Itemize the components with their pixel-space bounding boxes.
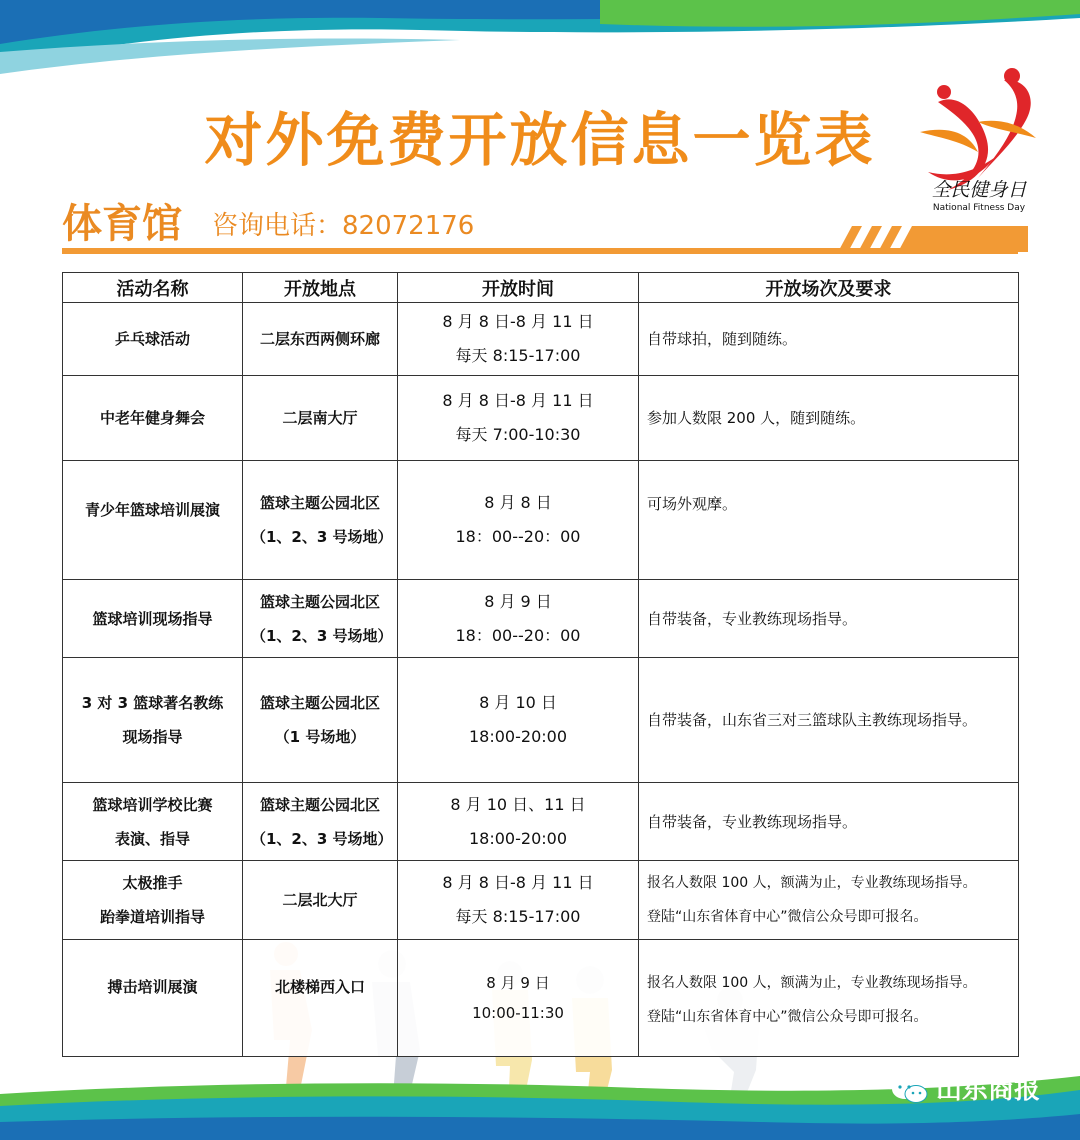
requirement: 自带装备，专业教练现场指导。 <box>647 609 858 628</box>
requirements-cell <box>639 580 1019 658</box>
header-requirements: 开放场次及要求 <box>639 273 1019 303</box>
hours: 18：00--20：00 <box>455 625 581 645</box>
requirement: 自带装备，山东省三对三篮球队主教练现场指导。 <box>647 711 978 729</box>
activity-name: 3 对 3 篮球著名教练 <box>81 694 224 712</box>
time-cell <box>398 580 639 658</box>
requirement-line2: 登陆“山东省体育中心”微信公众号即可报名。 <box>647 909 928 925</box>
requirements-cell <box>639 376 1019 461</box>
date: 8 月 8 日-8 月 11 日 <box>442 391 594 410</box>
table-row <box>63 783 1019 861</box>
activity-name-cell <box>63 461 243 580</box>
table-row <box>63 940 1019 1057</box>
activity-name-cell <box>63 376 243 461</box>
requirements-cell <box>639 461 1019 580</box>
consult-phone: 咨询电话：82072176 <box>212 211 475 241</box>
date: 8 月 8 日 <box>484 493 552 512</box>
requirement: 可场外观摩。 <box>647 495 738 513</box>
location: 篮球主题公园北区 <box>259 592 380 611</box>
time-cell <box>398 303 639 376</box>
location-cell <box>243 303 398 376</box>
time-cell <box>398 940 639 1057</box>
table-header-row <box>63 273 1019 303</box>
page-title: 对外免费开放信息一览表 <box>204 106 876 174</box>
header-activity: 活动名称 <box>63 273 243 303</box>
requirement: 自带球拍，随到随练。 <box>647 330 798 348</box>
location: 篮球主题公园北区 <box>259 694 380 712</box>
requirement: 报名人数限 100 人，额满为止，专业教练现场指导。 <box>647 875 977 891</box>
requirements-cell <box>639 658 1019 783</box>
requirements-cell <box>639 940 1019 1057</box>
table-row <box>63 376 1019 461</box>
location: 二层南大厅 <box>282 409 358 427</box>
activity-name-line2: 表演、指导 <box>114 829 190 848</box>
date: 8 月 9 日 <box>484 591 552 611</box>
activity-name-cell <box>63 783 243 861</box>
activity-name: 篮球培训现场指导 <box>92 609 213 628</box>
wechat-icon <box>890 1076 930 1106</box>
table-row <box>63 461 1019 580</box>
hours: 18:00-20:00 <box>469 727 567 746</box>
table-row <box>63 303 1019 376</box>
hours: 18：00--20：00 <box>455 527 581 546</box>
location-cell <box>243 461 398 580</box>
requirements-cell <box>639 783 1019 861</box>
requirement-line2: 登陆“山东省体育中心”微信公众号即可报名。 <box>647 1009 928 1025</box>
time-cell <box>398 376 639 461</box>
activity-name-line2: 跆拳道培训指导 <box>99 908 205 926</box>
location-detail: （1、2、3 号场地） <box>251 528 393 546</box>
time-cell <box>398 783 639 861</box>
location-detail: （1 号场地） <box>274 728 366 746</box>
header-time: 开放时间 <box>398 273 639 303</box>
location-detail: （1、2、3 号场地） <box>251 829 393 848</box>
location: 北楼梯西入口 <box>274 978 365 996</box>
requirements-cell <box>639 861 1019 940</box>
logo-subtitle: National Fitness Day <box>932 203 1026 213</box>
location: 二层北大厅 <box>282 891 358 909</box>
activity-name: 青少年篮球培训展演 <box>84 501 220 519</box>
requirement: 自带装备，专业教练现场指导。 <box>647 812 858 831</box>
location: 篮球主题公园北区 <box>259 494 380 512</box>
requirement: 参加人数限 200 人，随到随练。 <box>647 409 866 427</box>
date: 8 月 8 日-8 月 11 日 <box>442 312 594 331</box>
hours: 18:00-20:00 <box>469 828 567 848</box>
table-row <box>63 861 1019 940</box>
location-cell <box>243 861 398 940</box>
hours: 每天 8:15-17:00 <box>455 907 581 926</box>
location-cell <box>243 940 398 1057</box>
time-cell <box>398 461 639 580</box>
activity-name-cell <box>63 658 243 783</box>
activity-name: 乒乓球活动 <box>114 330 190 348</box>
hours: 10:00-11:30 <box>472 1004 564 1022</box>
header-location: 开放地点 <box>243 273 398 303</box>
time-cell <box>398 658 639 783</box>
date: 8 月 10 日 <box>479 693 557 712</box>
activity-name: 搏击培训展演 <box>107 978 198 996</box>
activity-name-cell <box>63 861 243 940</box>
stripes-decoration <box>838 226 1028 252</box>
activity-name: 中老年健身舞会 <box>99 409 205 427</box>
schedule-table <box>62 272 1019 1057</box>
location-cell <box>243 783 398 861</box>
requirement: 报名人数限 100 人，额满为止，专业教练现场指导。 <box>647 975 977 991</box>
table-row <box>63 580 1019 658</box>
source-label: 山东商报 <box>936 1075 1041 1105</box>
activity-name: 篮球培训学校比赛 <box>92 795 213 814</box>
logo-text: 全民健身日 <box>931 179 1027 201</box>
activity-name-cell <box>63 303 243 376</box>
date: 8 月 8 日-8 月 11 日 <box>442 873 594 892</box>
location-cell <box>243 376 398 461</box>
location-cell <box>243 580 398 658</box>
activity-name-cell <box>63 940 243 1057</box>
date: 8 月 10 日、11 日 <box>450 794 586 814</box>
hours: 每天 8:15-17:00 <box>455 346 581 365</box>
location: 二层东西两侧环廊 <box>259 330 380 348</box>
activity-name: 太极推手 <box>122 874 183 892</box>
hours: 每天 7:00-10:30 <box>455 425 581 444</box>
location-cell <box>243 658 398 783</box>
activity-name-cell <box>63 580 243 658</box>
venue-title: 体育馆 <box>62 201 182 247</box>
activity-name-line2: 现场指导 <box>122 728 183 746</box>
table-row <box>63 658 1019 783</box>
time-cell <box>398 861 639 940</box>
location: 篮球主题公园北区 <box>259 795 380 814</box>
date: 8 月 9 日 <box>486 974 550 992</box>
location-detail: （1、2、3 号场地） <box>251 626 393 645</box>
requirements-cell <box>639 303 1019 376</box>
